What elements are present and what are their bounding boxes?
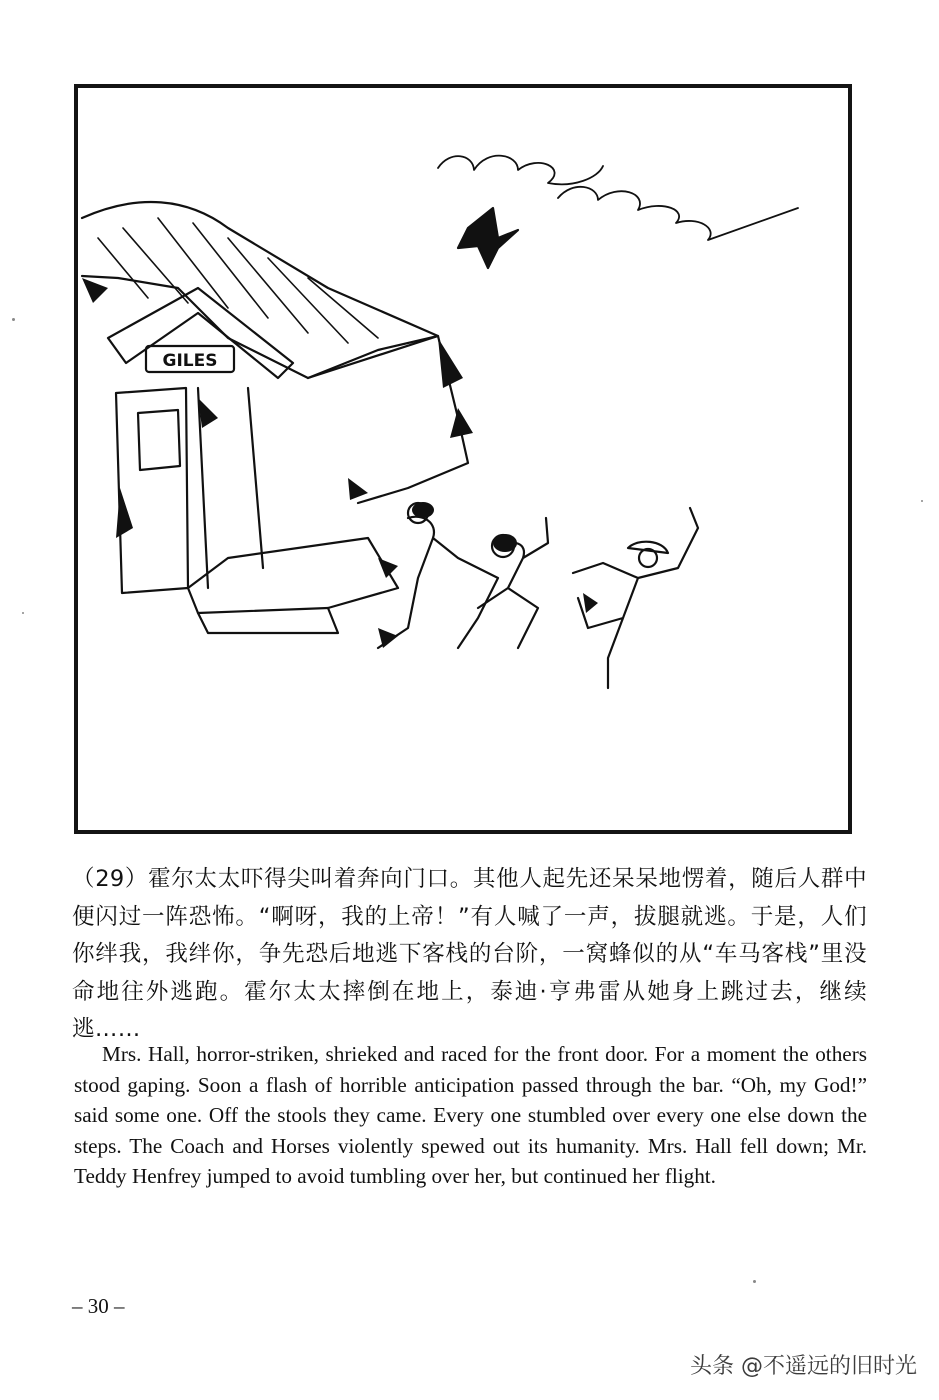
chinese-caption <box>72 861 867 1049</box>
illustration-frame <box>74 84 852 834</box>
scan-speck <box>22 612 24 614</box>
caption-number: （29） <box>72 866 149 892</box>
english-caption: Mrs. Hall, horror-striken, shrieked and raced for the front door. For a moment the others stood gaping. Soon a flash of horrible anticipation passed through the bar. “Oh, my God!” said some one. Off the stools they came. Every one stumbled over every one else down the steps. The Coach and Horses violently spewed out its humanity. Mrs. Hall fell down; Mr. Teddy Henfrey jumped to avoid tumbling over her, but continued her flight. <box>74 1042 867 1189</box>
inn-escape-illustration-icon <box>78 88 848 830</box>
inn-sign-text: GILES <box>162 351 218 371</box>
page-number: – 30 – <box>72 1294 125 1318</box>
chinese-caption-text: 霍尔太太吓得尖叫着奔向门口。其他人起先还呆呆地愣着，随后人群中便闪过一阵恐怖。“啊呀，我的上帝！”有人喊了一声，拔腿就逃。于是，人们你绊我，我绊你，争先恐后地逃下客栈的台阶，一窝蜂似的从“车马客栈”里没命地往外逃跑。霍尔太太摔倒在地上，泰迪·亨弗雷从她身上跳过去，继续逃…… <box>72 866 868 1042</box>
scan-speck <box>753 1280 756 1283</box>
scan-speck <box>12 318 15 321</box>
scan-speck <box>921 500 923 502</box>
watermark: 头条 @不遥远的旧时光 <box>690 1354 917 1379</box>
